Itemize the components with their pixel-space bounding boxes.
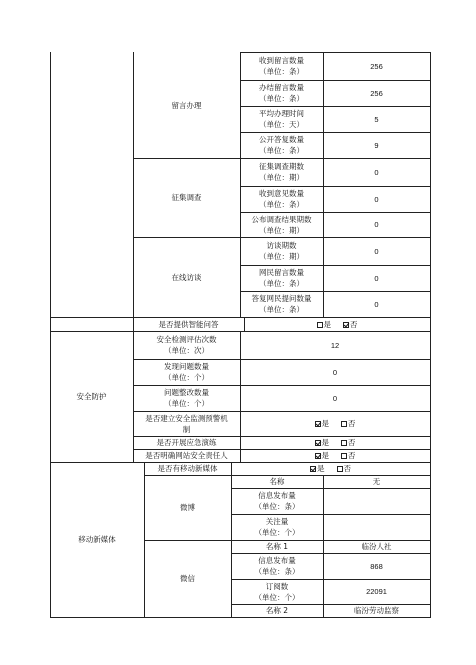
row-value: 0: [374, 167, 379, 177]
row-label: 名称: [269, 477, 285, 486]
interview-group-label: 在线访谈: [171, 272, 202, 282]
row-label: 名称 2: [265, 606, 289, 615]
check-label: 是否明确网站安全责任人: [145, 451, 228, 460]
checkbox-box-icon: [315, 421, 321, 427]
row-value: 0: [332, 393, 338, 403]
weibo-label: 微博: [180, 503, 195, 512]
row-value: 9: [374, 140, 379, 150]
checkbox-box-icon: [315, 453, 321, 459]
checkbox-no[interactable]: [341, 418, 356, 429]
checkbox-label: 否: [348, 438, 356, 447]
row-label: 名称 1: [265, 542, 289, 551]
row-value: 临汾人社: [361, 542, 392, 551]
checkbox-yes[interactable]: [310, 463, 325, 474]
checkbox-no[interactable]: [343, 319, 358, 330]
row-label: 收到意见数量 （单位：条）: [259, 189, 304, 209]
row-label: 关注量 （单位：个）: [254, 517, 300, 537]
row-label: 发现问题数量 （单位：个）: [164, 362, 209, 382]
row-value: 临汾劳动监察: [354, 606, 399, 615]
check-label: 是否开展应急演练: [156, 438, 217, 447]
row-label: 信息发布量 （单位：条）: [254, 491, 300, 511]
row-value: 0: [374, 273, 379, 283]
checkbox-box-icon: [315, 440, 321, 446]
smart-qa-label: 是否提供智能问答: [158, 319, 219, 329]
checkbox-yes[interactable]: [317, 319, 332, 330]
checkbox-label: 是: [323, 319, 331, 329]
checkbox-box-icon: [310, 466, 316, 472]
row-value: 0: [374, 194, 379, 204]
media-group-label: 移动新媒体: [78, 535, 116, 544]
row-value: 0: [332, 367, 338, 377]
row-label: 安全检测评估次数 （单位：次）: [156, 335, 217, 355]
row-value: 0: [374, 299, 379, 309]
row-label: 公开答复数量 （单位：条）: [259, 135, 304, 155]
checkbox-label: 是: [321, 451, 329, 460]
message-group-label: 留言办理: [171, 100, 202, 110]
checkbox-box-icon: [343, 322, 349, 328]
checkbox-label: 否: [348, 419, 356, 428]
survey-group-label: 征集调查: [171, 193, 202, 202]
row-value: 12: [330, 340, 340, 350]
row-label: 问题整改数量 （单位：个）: [164, 388, 209, 408]
has-media-label: 是否有移动新媒体: [157, 464, 218, 473]
row-value: 256: [370, 88, 383, 98]
row-label: 办结留言数量 （单位：条）: [259, 83, 304, 103]
row-label: 平均办理时间 （单位：天）: [259, 109, 304, 129]
row-label: 公布调查结果期数 （单位：期）: [251, 214, 312, 235]
wechat-label: 微信: [180, 574, 195, 583]
row-label: 信息发布量 （单位：条）: [254, 556, 300, 576]
checkbox-box-icon: [341, 440, 347, 446]
check-label: 是否建立安全监测预警机 制: [145, 413, 228, 434]
checkbox-no[interactable]: [337, 463, 352, 474]
checkbox-no[interactable]: [341, 437, 356, 448]
row-value: 无: [372, 477, 381, 486]
checkbox-yes[interactable]: [315, 437, 330, 448]
checkbox-label: 是: [321, 438, 329, 447]
checkbox-label: 否: [350, 319, 358, 329]
row-value: [323, 488, 430, 514]
check-choice: [240, 449, 430, 462]
row-label: 答复网民提问数量 （单位：条）: [251, 294, 312, 314]
row-label: 访谈期数 （单位：期）: [259, 241, 304, 261]
checkbox-box-icon: [317, 322, 323, 328]
checkbox-box-icon: [341, 421, 347, 427]
row-value: 0: [374, 220, 379, 229]
row-label: 收到留言数量 （单位：条）: [259, 56, 304, 76]
checkbox-box-icon: [337, 466, 343, 472]
row-label: 订阅数 （单位：个）: [254, 581, 300, 602]
checkbox-box-icon: [341, 453, 347, 459]
row-value: 22091: [366, 587, 387, 596]
checkbox-yes[interactable]: [315, 418, 330, 429]
has-media-choice: [231, 462, 430, 475]
row-value: 868: [370, 561, 383, 571]
checkbox-yes[interactable]: [315, 450, 330, 461]
row-value: 5: [374, 114, 379, 124]
row-label: 征集调查期数 （单位：期）: [259, 162, 304, 182]
checkbox-no[interactable]: [341, 450, 356, 461]
row-value: 0: [374, 246, 379, 256]
checkbox-label: 是: [321, 419, 329, 428]
checkbox-label: 是: [317, 464, 325, 473]
row-label: 网民留言数量 （单位：条）: [259, 268, 304, 288]
check-choice: [240, 411, 430, 436]
row-value: 256: [370, 61, 383, 71]
smart-qa-choice: [244, 317, 430, 331]
checkbox-label: 否: [343, 464, 351, 473]
checkbox-label: 否: [348, 451, 356, 460]
check-choice: [240, 436, 430, 449]
grid-line: [430, 52, 431, 618]
security-group-label: 安全防护: [76, 392, 107, 401]
grid-line: [50, 617, 431, 618]
row-value: [323, 514, 430, 540]
